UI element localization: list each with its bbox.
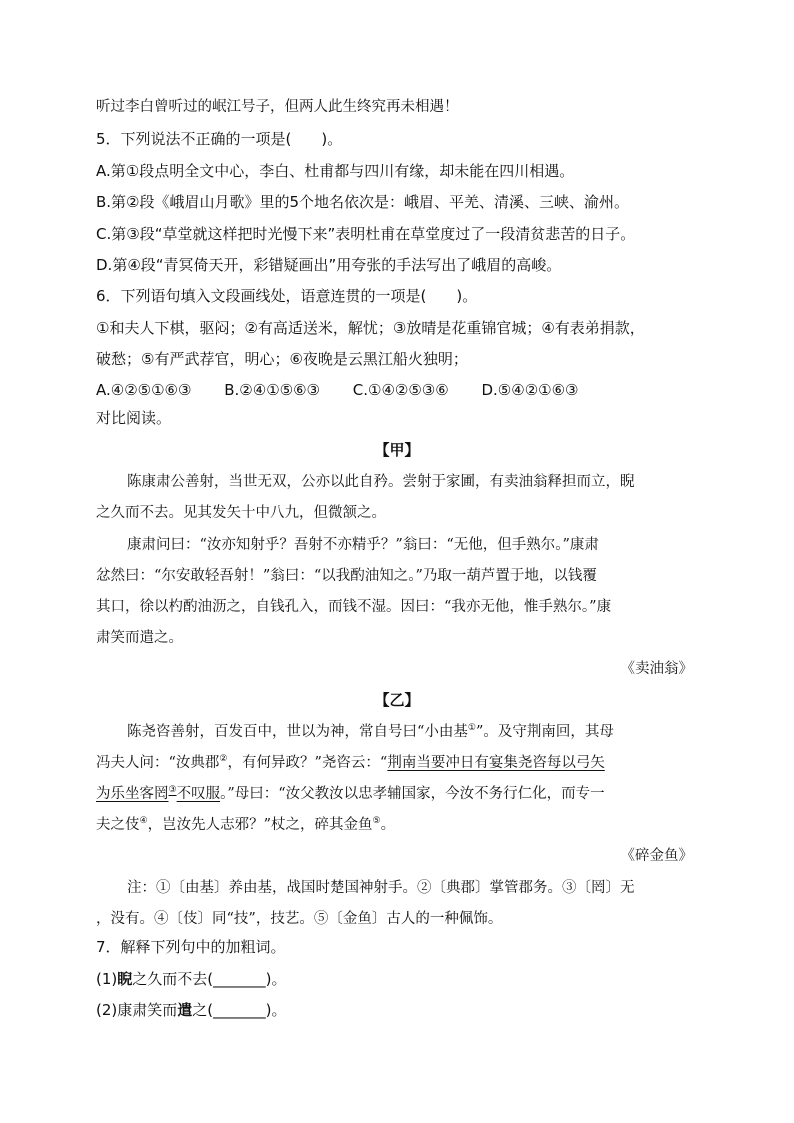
bold-word: 遣 xyxy=(177,1001,193,1019)
passage-jia-line: 康肃问曰：“汝亦知射乎？吾射不亦精乎？”翁曰：“无他，但手熟尔。”康肃 xyxy=(127,537,599,553)
question-6-option-b: B.②④①⑤⑥③ xyxy=(224,381,320,399)
footnote-ref: ① xyxy=(467,723,476,734)
passage-jia-source: 《卖油翁》 xyxy=(620,661,693,677)
question-6-option-d: D.⑤④②①⑥③ xyxy=(481,381,579,399)
compare-reading-title: 对比阅读。 xyxy=(96,409,172,427)
question-7-item-1: (1)睨之久而不去(_______)。 xyxy=(96,970,287,988)
intro-line: 听过李白曾听过的岷江号子，但两人此生终究再未相遇！ xyxy=(96,99,459,115)
question-6-line-1: ①和夫人下棋，驱闷；②有高适送米，解忧；③放晴是花重锦官城；④有表弟捐款， xyxy=(96,319,645,337)
passage-jia-line: 陈康肃公善射，当世无双，公亦以此自矜。尝射于家圃，有卖油翁释担而立，睨 xyxy=(127,474,635,490)
passage-jia-line: 肃笑而遣之。 xyxy=(96,630,183,646)
passage-yi-source: 《碎金鱼》 xyxy=(620,848,693,864)
passage-yi-heading: 【乙】 xyxy=(374,691,420,709)
footnote-ref: ③ xyxy=(168,785,177,796)
underlined-sentence: 为乐坐客罔 xyxy=(96,786,169,802)
question-6-option-c: C.①④②⑤③⑥ xyxy=(352,381,449,399)
passage-jia-line: 忿然曰：“尔安敢轻吾射！”翁曰：“以我酌油知之。”乃取一葫芦置于地，以钱覆 xyxy=(96,568,597,584)
question-5-option-a: A.第①段点明全文中心，李白、杜甫都与四川有缘，却未能在四川相遇。 xyxy=(96,162,575,180)
underlined-sentence: 不叹服 xyxy=(176,786,221,802)
bold-word: 睨 xyxy=(117,970,133,988)
question-5-option-d: D.第④段“青冥倚天开，彩错疑画出”用夸张的手法写出了峨眉的高峻。 xyxy=(96,256,562,274)
passage-jia-line: 其口，徐以杓酌油沥之，自钱孔入，而钱不湿。因曰：“我亦无他，惟手熟尔。”康 xyxy=(96,599,612,615)
notes-line: ，没有。④〔伎〕同“技”，技艺。⑤〔金鱼〕古人的一种佩饰。 xyxy=(96,911,503,927)
passage-yi-line: 为乐坐客罔③不叹服。”母曰：“汝父教汝以忠孝辅国家，今汝不务行仁化，而专一 xyxy=(96,785,605,802)
passage-jia-heading: 【甲】 xyxy=(374,441,420,459)
footnote-ref: ⑤ xyxy=(372,816,381,827)
question-5-stem: 5．下列说法不正确的一项是( )。 xyxy=(96,130,343,148)
question-5-option-c: C.第③段“草堂就这样把时光慢下来”表明杜甫在草堂度过了一段清贫悲苦的日子。 xyxy=(96,225,636,243)
question-6-line-2: 破愁；⑤有严武荐官，明心；⑥夜晚是云黑江船火独明； xyxy=(96,350,468,368)
question-6-stem: 6．下列语句填入文段画线处，语意连贯的一项是( )。 xyxy=(96,287,478,305)
footnote-ref: ② xyxy=(219,754,228,765)
passage-yi-line: 陈尧咨善射，百发百中，世以为神，常自号曰“小由基①”。及守荆南回，其母 xyxy=(127,723,614,740)
passage-yi-line: 冯夫人问：“汝典郡②，有何异政？”尧咨云：“荆南当要冲日有宴集尧咨每以弓矢 xyxy=(96,754,605,771)
question-5-option-b: B.第②段《峨眉山月歌》里的5个地名依次是：峨眉、平羌、清溪、三峡、渝州。 xyxy=(96,193,630,211)
passage-yi-line: 夫之伎④，岂汝先人志邪？”杖之，碎其金鱼⑤。 xyxy=(96,816,396,833)
question-6-options xyxy=(96,380,696,400)
notes-line: 注：①〔由基〕养由基，战国时楚国神射手。②〔典郡〕掌管郡务。③〔罔〕无 xyxy=(127,880,635,896)
footnote-ref: ④ xyxy=(139,816,148,827)
question-6-option-a: A.④②⑤①⑥③ xyxy=(96,381,192,399)
underlined-sentence: 荆南当要冲日有宴集尧咨每以弓矢 xyxy=(387,755,605,771)
question-7-stem: 7．解释下列句中的加粗词。 xyxy=(96,938,286,956)
passage-jia-line: 之久而不去。见其发矢十中八九，但微颔之。 xyxy=(96,505,386,521)
question-7-item-2: (2)康肃笑而遣之(_______)。 xyxy=(96,1001,287,1019)
